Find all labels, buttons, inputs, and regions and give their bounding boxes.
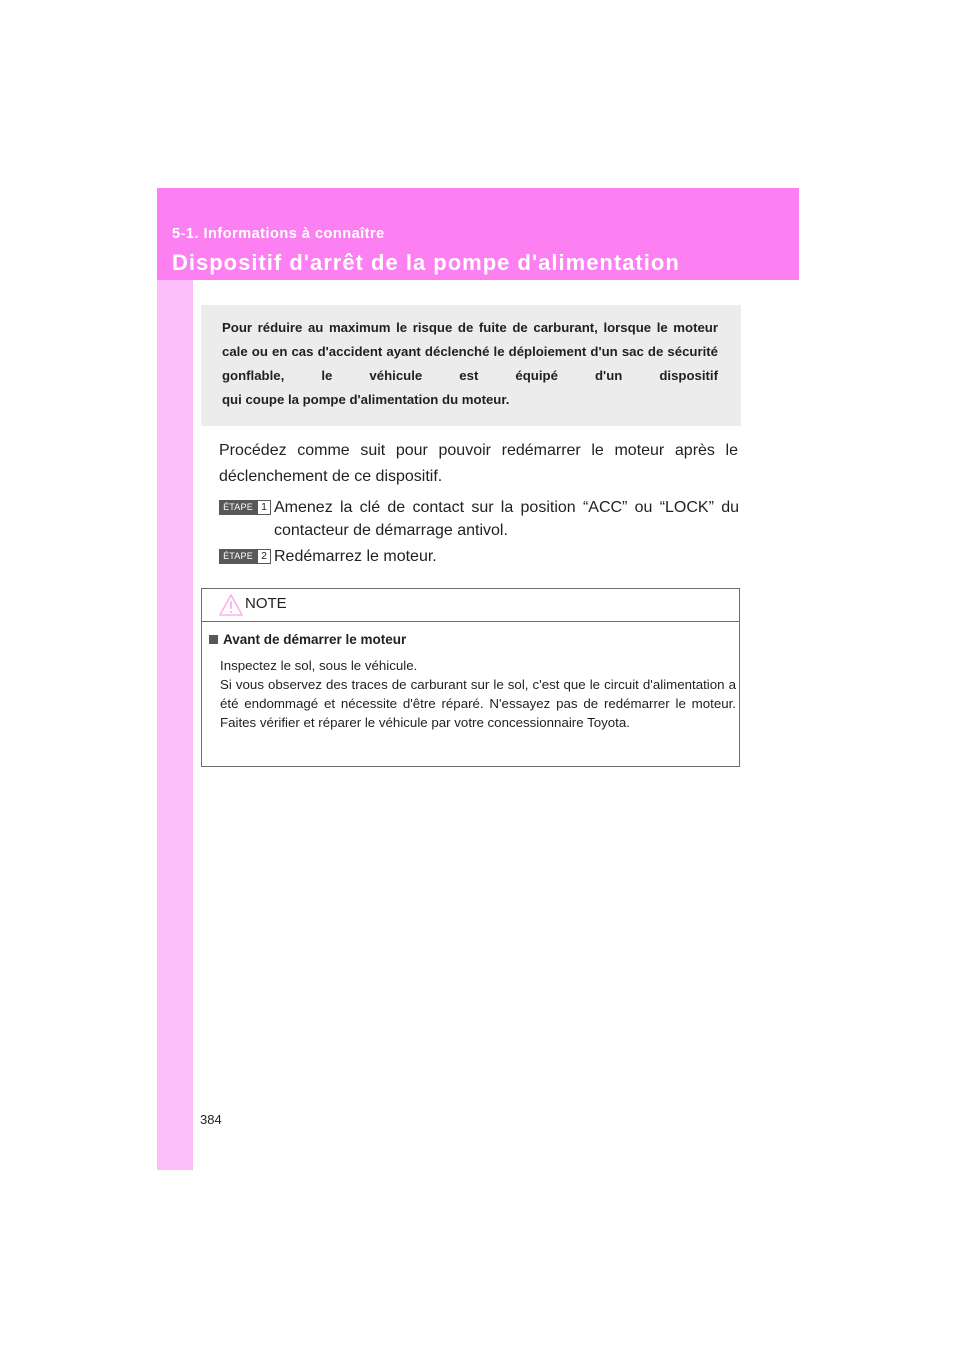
note-line-1: Inspectez le sol, sous le véhicule.: [220, 658, 418, 673]
note-box: [201, 588, 740, 767]
note-subtitle: [209, 632, 406, 647]
note-subtitle-text: Avant de démarrer le moteur: [223, 632, 407, 647]
warning-triangle-icon: [218, 593, 244, 617]
note-line-2: Si vous observez des traces de carburant sur le sol, c'est que le circuit d'alimentation a été endommagé et nécessite d'être réparé. N'essayez pas de redémarrer le moteur. Faites vérifier et réparer le véhicule par votre concessionnaire Toyota.: [220, 677, 736, 730]
intro-text: [222, 316, 718, 412]
step-text: Amenez la clé de contact sur la position “ACC” ou “LOCK” du contacteur de démarrage antivol.: [274, 499, 739, 539]
square-bullet-icon: [209, 635, 218, 644]
note-body: [220, 656, 736, 732]
page-title: Dispositif d'arrêt de la pompe d'alimentation: [172, 250, 680, 275]
body-paragraph: Procédez comme suit pour pouvoir redémarrer le moteur après le déclenchement de ce dispositif.: [219, 442, 738, 485]
step-badge: [219, 549, 271, 564]
step-badge-number: 2: [257, 549, 271, 564]
note-title: NOTE: [245, 595, 287, 612]
page-number: 384: [200, 1112, 222, 1127]
step-badge-number: 1: [257, 500, 271, 515]
intro-text-last-line: qui coupe la pompe d'alimentation du moteur.: [222, 392, 510, 407]
step-2: [219, 545, 739, 568]
step-badge-label: ÉTAPE: [219, 500, 257, 515]
step-badge: [219, 500, 271, 515]
step-badge-label: ÉTAPE: [219, 549, 257, 564]
step-1: [219, 496, 739, 542]
step-text: Redémarrez le moteur.: [274, 548, 437, 565]
section-label: 5-1. Informations à connaître: [172, 226, 385, 242]
note-header: [202, 589, 739, 622]
intro-text-body: Pour réduire au maximum le risque de fuite de carburant, lorsque le moteur cale ou en cas d'accident ayant déclenché le déploiement d'un sac de sécurité gonflable, le véhicule est équipé d'un dispositif: [222, 320, 718, 383]
side-strip: [157, 188, 193, 1170]
